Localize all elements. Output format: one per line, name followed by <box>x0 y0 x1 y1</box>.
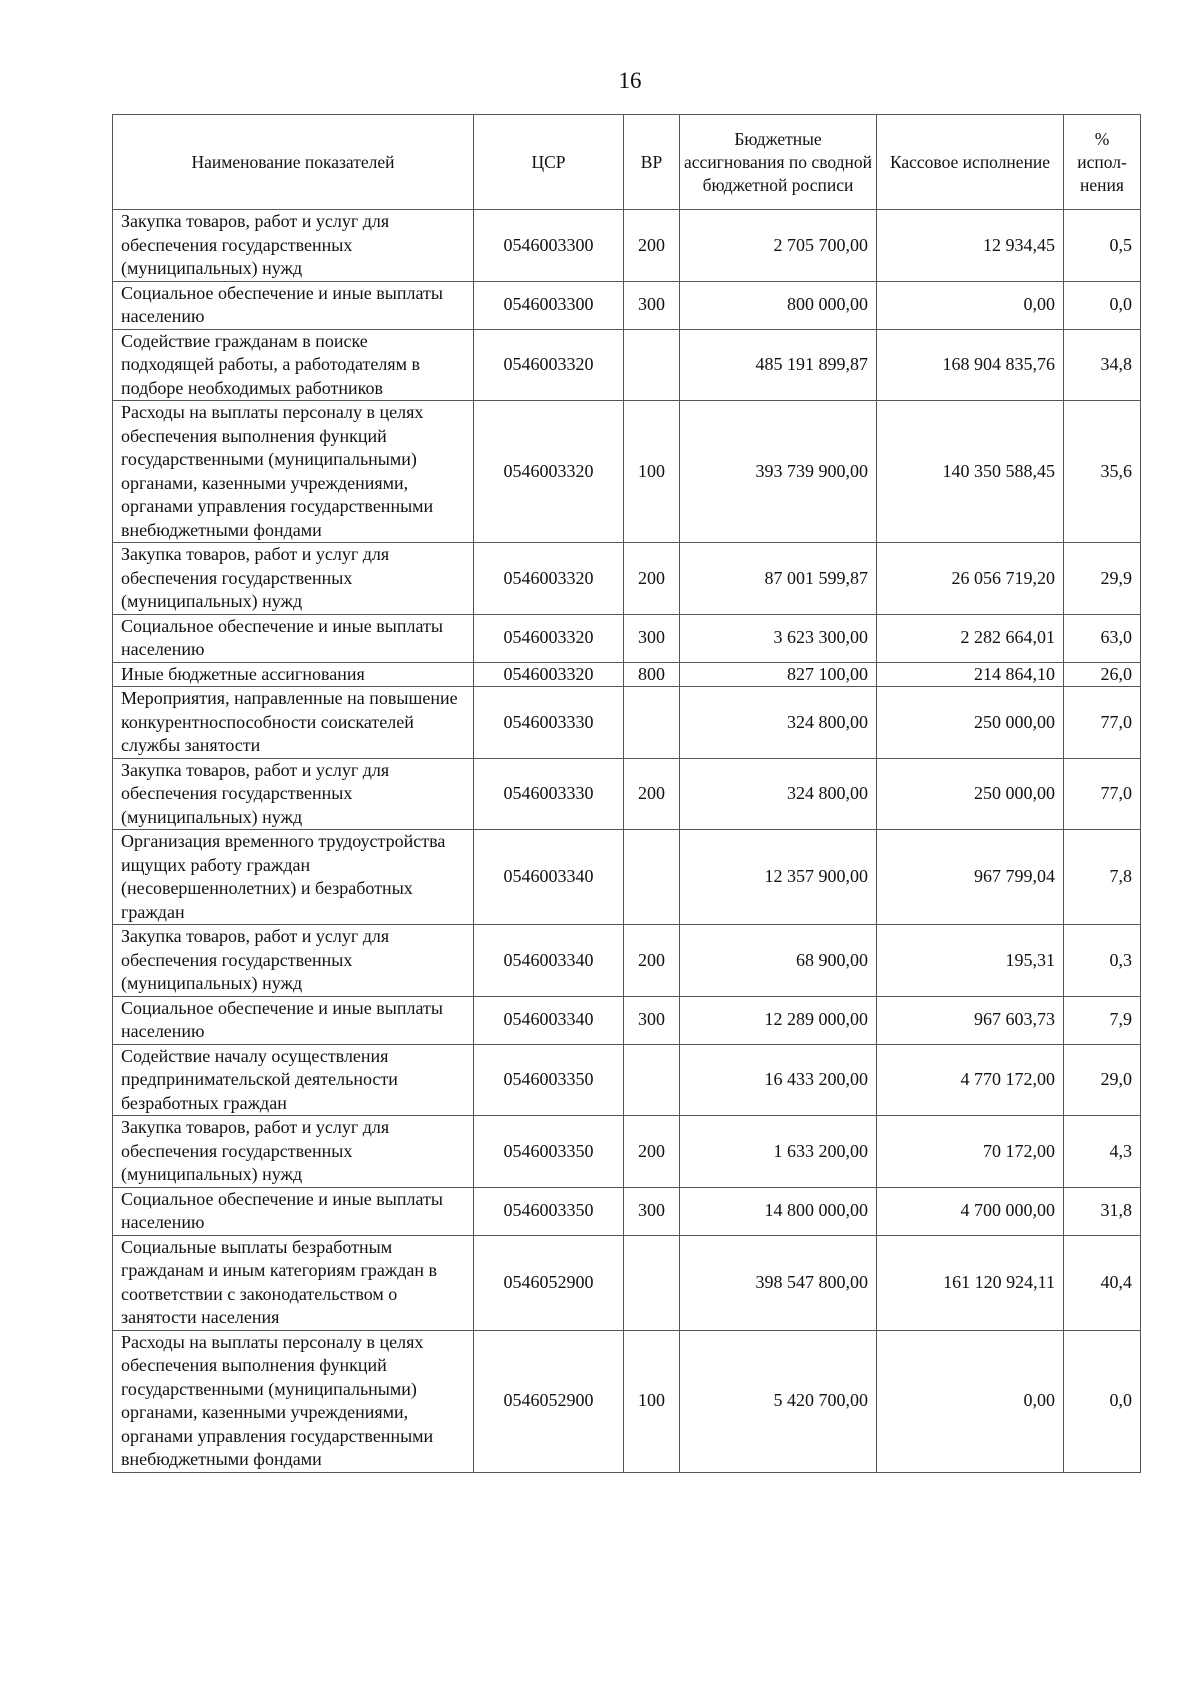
row-budget: 5 420 700,00 <box>680 1330 877 1472</box>
table-body <box>113 210 1141 1473</box>
row-name: Социальное обеспечение и иные выплаты населению <box>113 996 474 1044</box>
table-row <box>113 1044 1141 1116</box>
row-execution: 140 350 588,45 <box>877 401 1064 543</box>
table-header <box>113 115 1141 210</box>
row-csr: 0546003350 <box>474 1116 624 1188</box>
row-budget: 12 357 900,00 <box>680 830 877 925</box>
row-csr: 0546003320 <box>474 543 624 615</box>
row-budget: 324 800,00 <box>680 687 877 759</box>
row-csr: 0546003340 <box>474 830 624 925</box>
table-row <box>113 1330 1141 1472</box>
row-name: Закупка товаров, работ и услуг для обеспечения государственных (муниципальных) нужд <box>113 210 474 282</box>
row-name: Социальное обеспечение и иные выплаты населению <box>113 614 474 662</box>
header-csr: ЦСР <box>474 115 624 210</box>
row-percent: 0,5 <box>1064 210 1141 282</box>
row-execution: 12 934,45 <box>877 210 1064 282</box>
table-row <box>113 830 1141 925</box>
header-percent: % испол- нения <box>1064 115 1141 210</box>
row-name: Закупка товаров, работ и услуг для обеспечения государственных (муниципальных) нужд <box>113 925 474 997</box>
header-name: Наименование показателей <box>113 115 474 210</box>
table-row <box>113 543 1141 615</box>
row-vr <box>624 687 680 759</box>
table-row <box>113 1187 1141 1235</box>
row-name: Расходы на выплаты персоналу в целях обеспечения выполнения функций государственными (муниципальными) органами, казенными учреждениями, органами управления государственными внебюджетными фондами <box>113 401 474 543</box>
table-row <box>113 329 1141 401</box>
row-percent: 7,9 <box>1064 996 1141 1044</box>
row-execution: 0,00 <box>877 281 1064 329</box>
row-execution: 4 700 000,00 <box>877 1187 1064 1235</box>
row-percent: 7,8 <box>1064 830 1141 925</box>
header-execution: Кассовое исполнение <box>877 115 1064 210</box>
row-budget: 3 623 300,00 <box>680 614 877 662</box>
row-budget: 1 633 200,00 <box>680 1116 877 1188</box>
page-number: 16 <box>618 68 642 93</box>
budget-execution-table <box>112 114 1141 1473</box>
row-name: Расходы на выплаты персоналу в целях обеспечения выполнения функций государственными (муниципальными) органами, казенными учреждениями, органами управления государственными внебюджетными фондами <box>113 1330 474 1472</box>
row-name: Организация временного трудоустройства ищущих работу граждан (несовершеннолетних) и безработных граждан <box>113 830 474 925</box>
row-vr <box>624 1235 680 1330</box>
table-row <box>113 1235 1141 1330</box>
row-budget: 87 001 599,87 <box>680 543 877 615</box>
row-percent: 29,9 <box>1064 543 1141 615</box>
row-execution: 250 000,00 <box>877 687 1064 759</box>
row-execution: 0,00 <box>877 1330 1064 1472</box>
row-csr: 0546003320 <box>474 401 624 543</box>
row-csr: 0546003320 <box>474 662 624 687</box>
row-csr: 0546003300 <box>474 281 624 329</box>
row-vr: 300 <box>624 614 680 662</box>
row-vr: 300 <box>624 281 680 329</box>
row-vr: 200 <box>624 925 680 997</box>
row-budget: 14 800 000,00 <box>680 1187 877 1235</box>
row-vr: 200 <box>624 1116 680 1188</box>
row-vr: 200 <box>624 210 680 282</box>
row-budget: 12 289 000,00 <box>680 996 877 1044</box>
row-csr: 0546052900 <box>474 1330 624 1472</box>
row-execution: 250 000,00 <box>877 758 1064 830</box>
table-row <box>113 925 1141 997</box>
row-vr: 200 <box>624 758 680 830</box>
row-vr: 200 <box>624 543 680 615</box>
row-percent: 77,0 <box>1064 758 1141 830</box>
row-execution: 161 120 924,11 <box>877 1235 1064 1330</box>
table-row <box>113 1116 1141 1188</box>
row-name: Социальное обеспечение и иные выплаты населению <box>113 281 474 329</box>
row-budget: 398 547 800,00 <box>680 1235 877 1330</box>
row-percent: 26,0 <box>1064 662 1141 687</box>
row-execution: 26 056 719,20 <box>877 543 1064 615</box>
table-row <box>113 662 1141 687</box>
row-budget: 16 433 200,00 <box>680 1044 877 1116</box>
row-execution: 168 904 835,76 <box>877 329 1064 401</box>
row-vr: 300 <box>624 1187 680 1235</box>
row-budget: 324 800,00 <box>680 758 877 830</box>
row-percent: 63,0 <box>1064 614 1141 662</box>
row-percent: 4,3 <box>1064 1116 1141 1188</box>
row-budget: 485 191 899,87 <box>680 329 877 401</box>
row-percent: 0,0 <box>1064 1330 1141 1472</box>
table-row <box>113 687 1141 759</box>
row-percent: 77,0 <box>1064 687 1141 759</box>
row-budget: 393 739 900,00 <box>680 401 877 543</box>
row-vr: 100 <box>624 1330 680 1472</box>
row-percent: 0,0 <box>1064 281 1141 329</box>
row-vr: 300 <box>624 996 680 1044</box>
row-csr: 0546003330 <box>474 687 624 759</box>
row-execution: 70 172,00 <box>877 1116 1064 1188</box>
table-row <box>113 758 1141 830</box>
row-budget: 68 900,00 <box>680 925 877 997</box>
row-csr: 0546003300 <box>474 210 624 282</box>
header-budget: Бюджетные ассигнования по сводной бюджетной росписи <box>680 115 877 210</box>
row-percent: 31,8 <box>1064 1187 1141 1235</box>
row-name: Закупка товаров, работ и услуг для обеспечения государственных (муниципальных) нужд <box>113 543 474 615</box>
table-row <box>113 210 1141 282</box>
row-execution: 967 799,04 <box>877 830 1064 925</box>
row-csr: 0546003340 <box>474 925 624 997</box>
row-percent: 34,8 <box>1064 329 1141 401</box>
row-csr: 0546003350 <box>474 1044 624 1116</box>
row-execution: 214 864,10 <box>877 662 1064 687</box>
row-name: Содействие гражданам в поиске подходящей работы, а работодателям в подборе необходимых работников <box>113 329 474 401</box>
table-row <box>113 614 1141 662</box>
row-budget: 800 000,00 <box>680 281 877 329</box>
row-percent: 40,4 <box>1064 1235 1141 1330</box>
table-row <box>113 401 1141 543</box>
row-name: Содействие началу осуществления предпринимательской деятельности безработных граждан <box>113 1044 474 1116</box>
row-name: Мероприятия, направленные на повышение конкурентноспособности соискателей службы занятости <box>113 687 474 759</box>
row-csr: 0546003350 <box>474 1187 624 1235</box>
table-row <box>113 996 1141 1044</box>
row-execution: 195,31 <box>877 925 1064 997</box>
row-percent: 35,6 <box>1064 401 1141 543</box>
row-percent: 29,0 <box>1064 1044 1141 1116</box>
row-csr: 0546003320 <box>474 614 624 662</box>
row-vr: 800 <box>624 662 680 687</box>
row-csr: 0546003340 <box>474 996 624 1044</box>
row-name: Иные бюджетные ассигнования <box>113 662 474 687</box>
row-csr: 0546052900 <box>474 1235 624 1330</box>
header-vr: ВР <box>624 115 680 210</box>
row-execution: 967 603,73 <box>877 996 1064 1044</box>
row-vr <box>624 1044 680 1116</box>
row-execution: 4 770 172,00 <box>877 1044 1064 1116</box>
row-name: Закупка товаров, работ и услуг для обеспечения государственных (муниципальных) нужд <box>113 1116 474 1188</box>
row-vr <box>624 329 680 401</box>
row-name: Социальное обеспечение и иные выплаты населению <box>113 1187 474 1235</box>
row-vr: 100 <box>624 401 680 543</box>
table-row <box>113 281 1141 329</box>
row-name: Социальные выплаты безработным гражданам и иным категориям граждан в соответствии с законодательством о занятости населения <box>113 1235 474 1330</box>
row-budget: 827 100,00 <box>680 662 877 687</box>
row-execution: 2 282 664,01 <box>877 614 1064 662</box>
row-vr <box>624 830 680 925</box>
row-csr: 0546003320 <box>474 329 624 401</box>
row-budget: 2 705 700,00 <box>680 210 877 282</box>
row-csr: 0546003330 <box>474 758 624 830</box>
row-percent: 0,3 <box>1064 925 1141 997</box>
row-name: Закупка товаров, работ и услуг для обеспечения государственных (муниципальных) нужд <box>113 758 474 830</box>
